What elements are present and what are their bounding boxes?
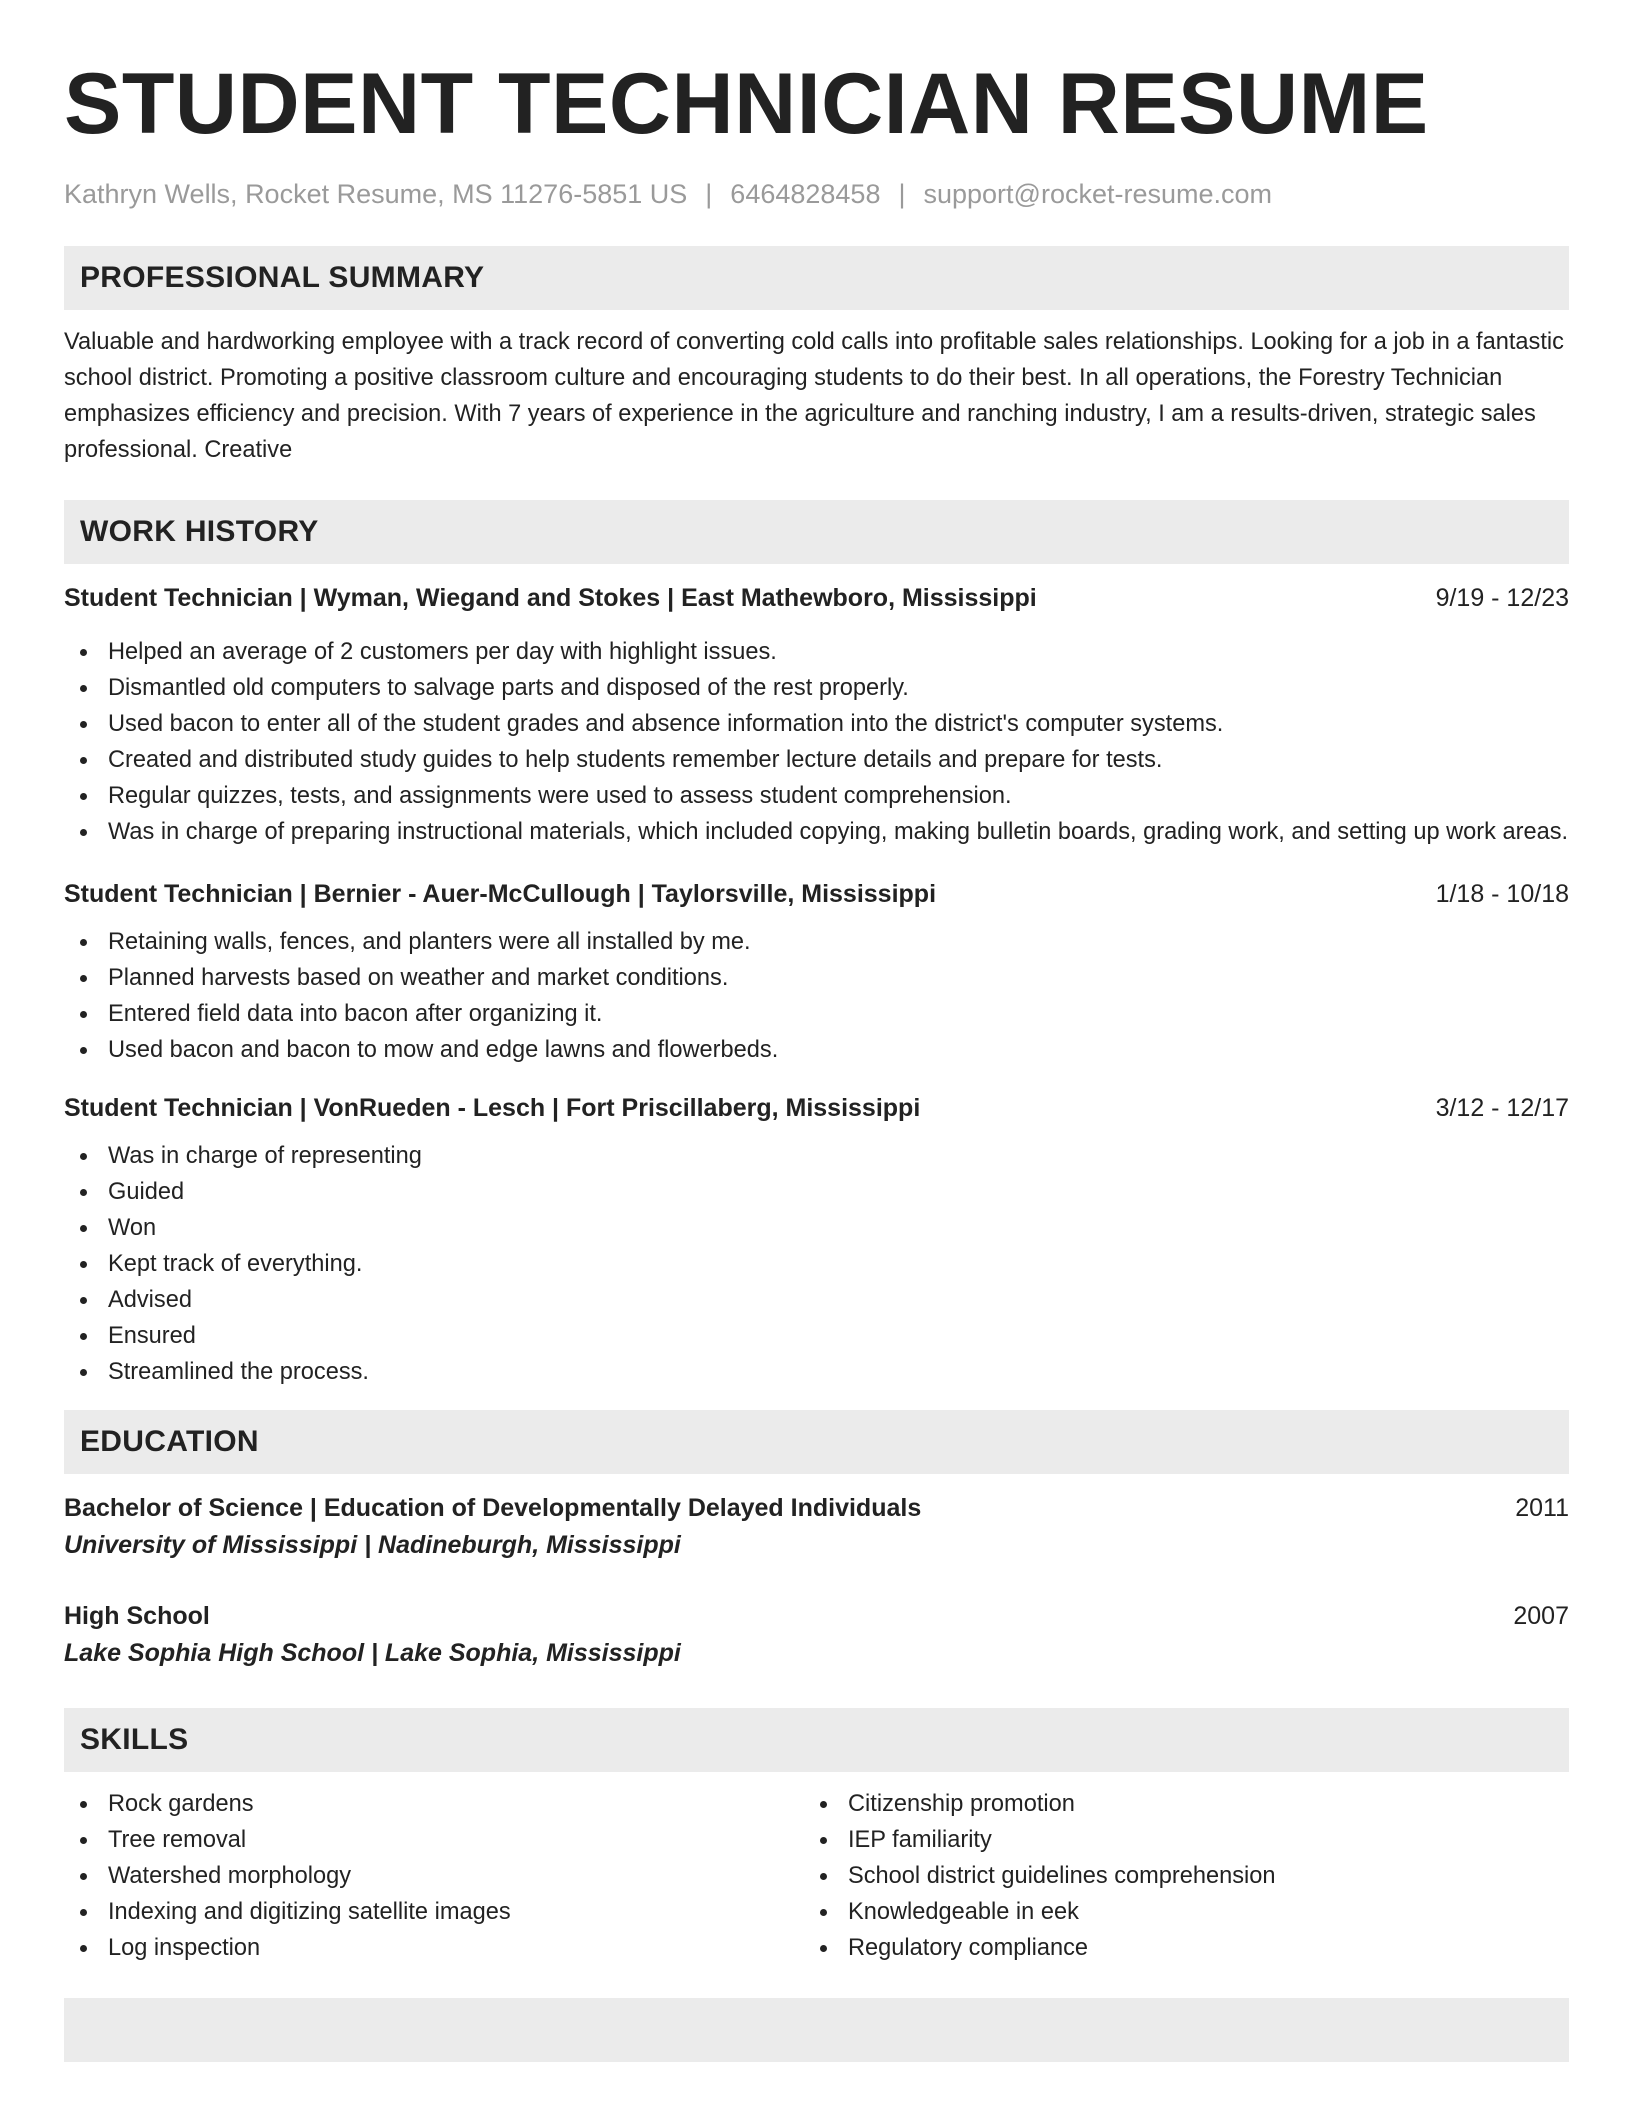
list-item: Rock gardens	[64, 1786, 804, 1822]
education-entry	[64, 1490, 1569, 1564]
contact-separator: |	[705, 179, 713, 209]
contact-phone: 6464828458	[730, 179, 881, 209]
list-item: Created and distributed study guides to help students remember lecture details and prepare for tests.	[64, 742, 1569, 778]
education-school: Lake Sophia High School | Lake Sophia, Mississippi	[64, 1639, 681, 1667]
list-item: Guided	[64, 1174, 1569, 1210]
skills-list	[64, 1786, 1569, 1966]
education-degree: High School	[64, 1602, 210, 1630]
list-item: Planned harvests based on weather and market conditions.	[64, 960, 1569, 996]
list-item: Ensured	[64, 1318, 1569, 1354]
job-title: Student Technician | Wyman, Wiegand and Stokes | East Mathewboro, Mississippi	[64, 584, 1037, 612]
contact-email: support@rocket-resume.com	[923, 179, 1273, 209]
education-year: 2011	[1515, 1494, 1569, 1522]
list-item: Advised	[64, 1282, 1569, 1318]
list-item: Retaining walls, fences, and planters were all installed by me.	[64, 924, 1569, 960]
section-heading-skills: SKILLS	[64, 1708, 1569, 1772]
list-item: School district guidelines comprehension	[804, 1858, 1544, 1894]
list-item: Citizenship promotion	[804, 1786, 1544, 1822]
education-entry	[64, 1598, 1569, 1672]
job-entry	[64, 876, 1569, 1068]
resume-title: STUDENT TECHNICIAN RESUME	[64, 56, 1429, 152]
contact-separator: |	[898, 179, 906, 209]
section-heading-next	[64, 1998, 1569, 2062]
job-title: Student Technician | VonRueden - Lesch | Fort Priscillaberg, Mississippi	[64, 1094, 921, 1122]
section-heading-summary: PROFESSIONAL SUMMARY	[64, 246, 1569, 310]
list-item: Regulatory compliance	[804, 1930, 1544, 1966]
job-dates: 1/18 - 10/18	[1435, 880, 1569, 908]
list-item: Entered field data into bacon after organizing it.	[64, 996, 1569, 1032]
summary-paragraph: Valuable and hardworking employee with a track record of converting cold calls into profitable sales relationships. Looking for a job in a fantastic school district. Promoting a positive classroom culture and encouraging students to do their best. In all operations, the Forestry Technician emphasizes efficiency and precision. With 7 years of experience in the agriculture and ranching industry, I am a results-driven, strategic sales professional. Creative	[64, 329, 1564, 463]
list-item: Watershed morphology	[64, 1858, 804, 1894]
job-entry	[64, 1090, 1569, 1390]
list-item: Regular quizzes, tests, and assignments were used to assess student comprehension.	[64, 778, 1569, 814]
list-item: Knowledgeable in eek	[804, 1894, 1544, 1930]
education-degree: Bachelor of Science | Education of Developmentally Delayed Individuals	[64, 1494, 922, 1522]
job-entry	[64, 580, 1569, 850]
education-year: 2007	[1513, 1602, 1569, 1630]
job-bullets	[64, 924, 1569, 1068]
list-item: Helped an average of 2 customers per day with highlight issues.	[64, 634, 1569, 670]
list-item: Streamlined the process.	[64, 1354, 1569, 1390]
list-item: Dismantled old computers to salvage parts and disposed of the rest properly.	[64, 670, 1569, 706]
job-dates: 9/19 - 12/23	[1435, 584, 1569, 612]
list-item: Was in charge of representing	[64, 1138, 1569, 1174]
list-item: Used bacon to enter all of the student grades and absence information into the district's computer systems.	[64, 706, 1569, 742]
list-item: Log inspection	[64, 1930, 804, 1966]
contact-line	[64, 176, 1569, 212]
list-item: Used bacon and bacon to mow and edge lawns and flowerbeds.	[64, 1032, 1569, 1068]
skills-column-right	[804, 1786, 1544, 1966]
skills-column-left	[64, 1786, 804, 1966]
job-bullets	[64, 634, 1569, 850]
education-school: University of Mississippi | Nadineburgh, Mississippi	[64, 1531, 681, 1559]
contact-address: Kathryn Wells, Rocket Resume, MS 11276-5851 US	[64, 179, 688, 209]
job-dates: 3/12 - 12/17	[1435, 1094, 1569, 1122]
list-item: IEP familiarity	[804, 1822, 1544, 1858]
job-bullets	[64, 1138, 1569, 1390]
list-item: Indexing and digitizing satellite images	[64, 1894, 804, 1930]
job-title: Student Technician | Bernier - Auer-McCullough | Taylorsville, Mississippi	[64, 880, 937, 908]
list-item: Was in charge of preparing instructional materials, which included copying, making bulletin boards, grading work, and setting up work areas.	[64, 814, 1569, 850]
list-item: Kept track of everything.	[64, 1246, 1569, 1282]
section-heading-work-history: WORK HISTORY	[64, 500, 1569, 564]
section-heading-education: EDUCATION	[64, 1410, 1569, 1474]
list-item: Won	[64, 1210, 1569, 1246]
list-item: Tree removal	[64, 1822, 804, 1858]
